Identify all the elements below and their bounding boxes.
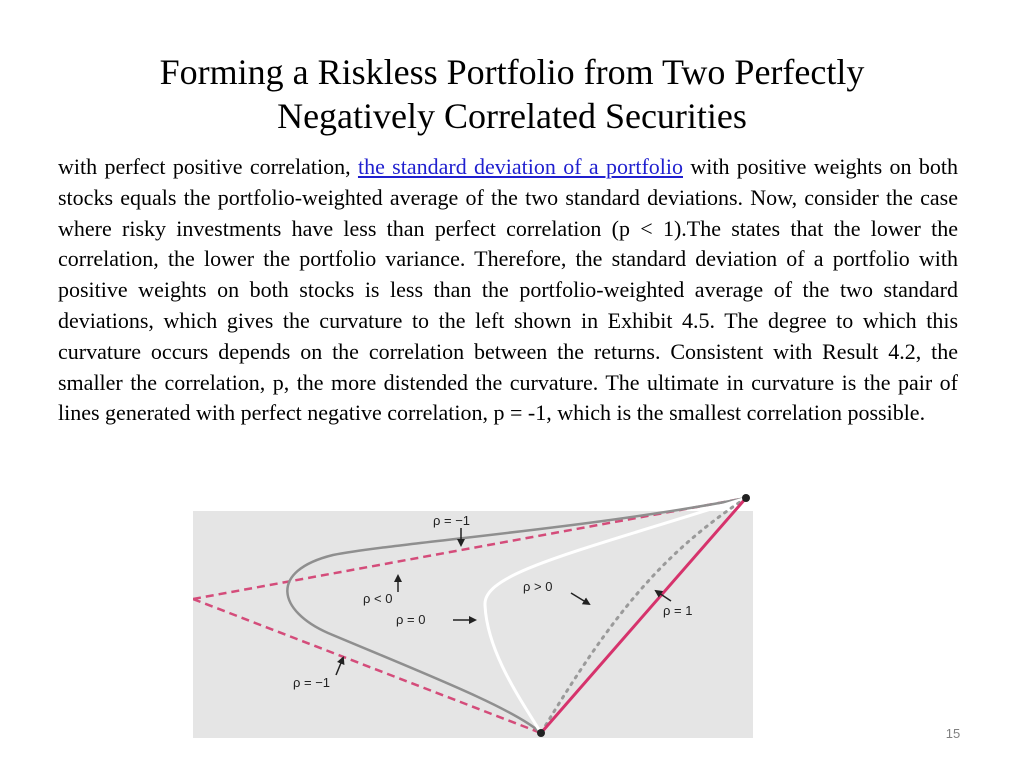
figure-background xyxy=(193,511,753,738)
slide-title-line-2: Negatively Correlated Securities xyxy=(277,96,747,136)
body-paragraph xyxy=(58,152,958,429)
label-rho-eq0: ρ = 0 xyxy=(396,612,426,627)
label-rho-eq1: ρ = 1 xyxy=(663,603,693,618)
slide-title xyxy=(60,50,964,138)
label-rho-lt0: ρ < 0 xyxy=(363,591,393,606)
upper-security-point xyxy=(742,494,750,502)
label-rho-gt0: ρ > 0 xyxy=(523,579,553,594)
correlation-frontier-figure xyxy=(193,493,753,738)
standard-deviation-link[interactable]: the standard deviation of a portfolio xyxy=(357,154,683,179)
body-text-before-link: with perfect positive correlation, xyxy=(58,154,358,179)
label-rho-neg1-bottom: ρ = −1 xyxy=(293,675,331,690)
lower-security-point xyxy=(537,729,545,737)
page-number: 15 xyxy=(945,726,961,741)
body-text-after-link: with positive weights on both stocks equals the portfolio-weighted average of the two standard deviations. Now, consider the case where risky investments have less than perfect correlation (p < 1).The states that the lower the correlation, the lower the portfolio variance. Therefore, the standard deviation of a portfolio with positive weights on both stocks is less than the portfolio-weighted average of the two standard deviations, which gives the curvature to the left shown in Exhibit 4.5. The degree to which this curvature occurs depends on the correlation between the returns. Consistent with Result 4.2, the smaller the correlation, p, the more distended the curvature. The ultimate in curvature is the pair of lines generated with perfect negative correlation, p = -1, which is the smallest correlation possible. xyxy=(58,154,959,426)
label-rho-neg1-top: ρ = −1 xyxy=(433,513,471,528)
slide-title-line-1: Forming a Riskless Portfolio from Two Perfectly xyxy=(159,52,865,92)
